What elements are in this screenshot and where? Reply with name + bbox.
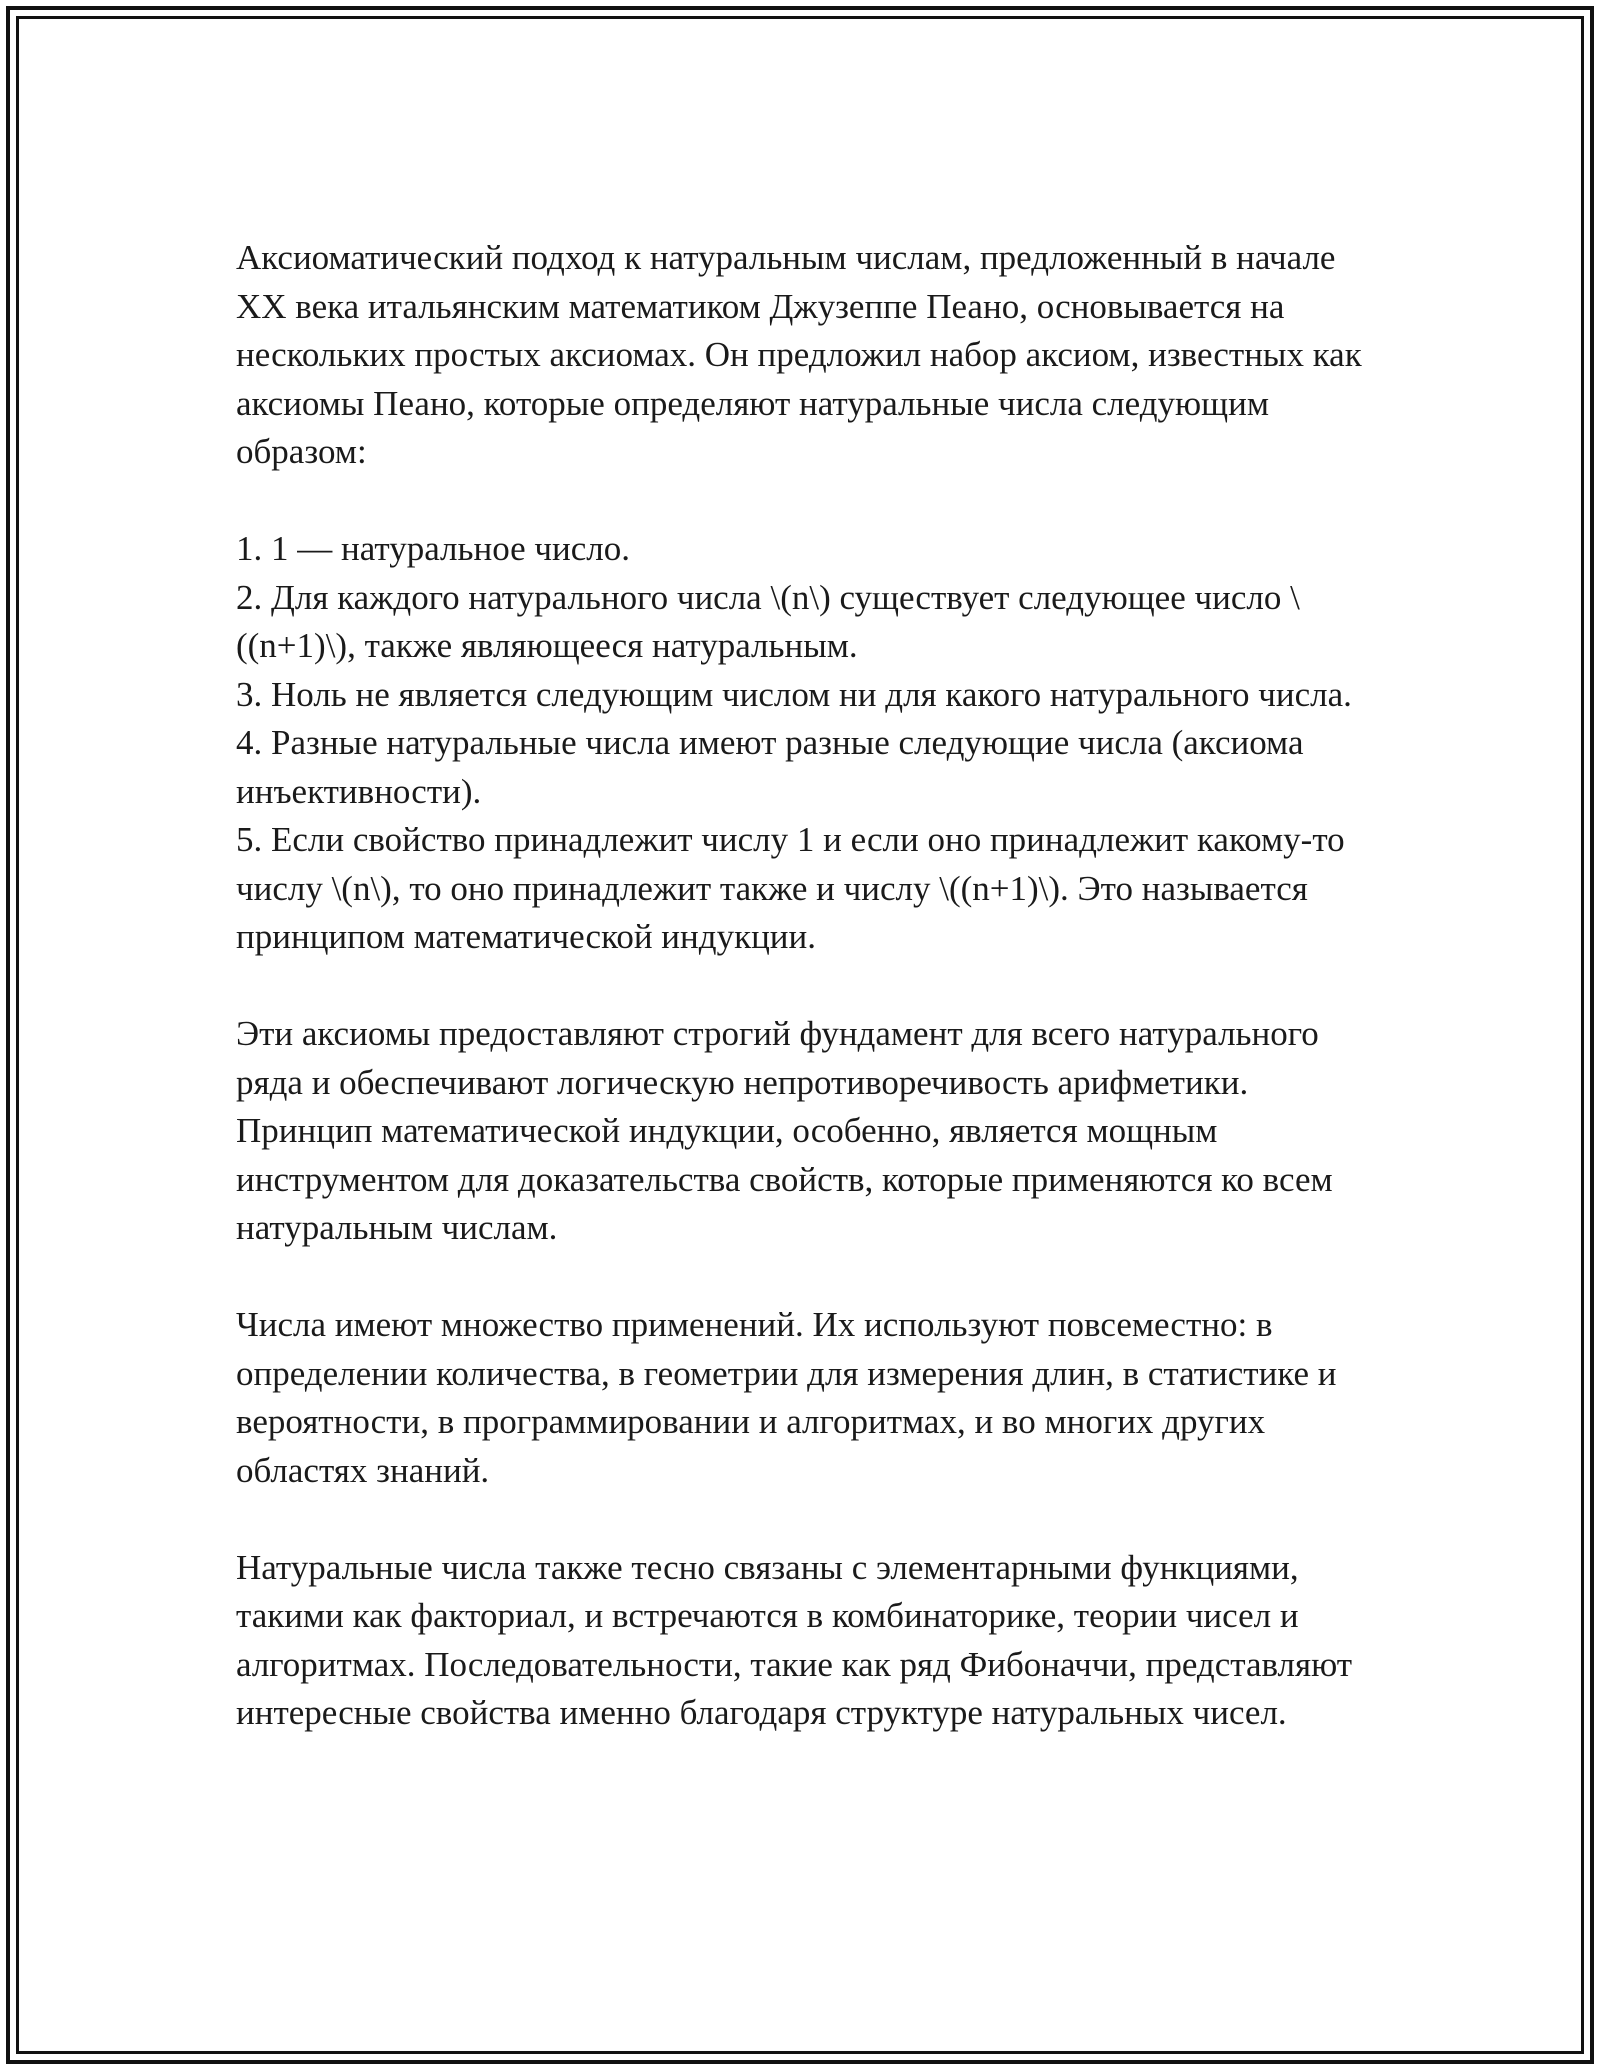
axiom-item-2: 2. Для каждого натурального числа \(n\) существует следующее число \((n+1)\), также являющееся натуральным. — [236, 577, 1300, 665]
paragraph-functions: Натуральные числа также тесно связаны с элементарными функциями, такими как факториал, и встречаются в комбинаторике, теории чисел и алгоритмах. Последовательности, такие как ряд Фибоначчи, представляют интересные свойства именно благодаря структуре натуральных чисел. — [236, 1547, 1353, 1732]
document-body — [236, 234, 1376, 1786]
paragraph-applications: Числа имеют множество применений. Их используют повсеместно: в определении количества, в геометрии для измерения длин, в статистике и вероятности, в программировании и алгоритмах, и во многих других областях знаний. — [236, 1305, 1337, 1490]
axiom-item-5: 5. Если свойство принадлежит числу 1 и если оно принадлежит какому-то числу \(n\), то оно принадлежит также и числу \((n+1)\). Это называется принципом математической индукции. — [236, 820, 1345, 956]
axiom-item-1: 1. 1 — натуральное число. — [236, 529, 630, 568]
axiom-item-3: 3. Ноль не является следующим числом ни для какого натурального числа. — [236, 674, 1352, 714]
paragraph-foundation: Эти аксиомы предоставляют строгий фундамент для всего натурального ряда и обеспечивают логическую непротиворечивость арифметики. Принцип математической индукции, особенно, является мощным инструментом для доказательства свойств, которые применяются ко всем натуральным числам. — [236, 1014, 1333, 1247]
paragraph-intro: Аксиоматический подход к натуральным числам, предложенный в начале XX века итальянским математиком Джузеппе Пеано, основывается на нескольких простых аксиомах. Он предложил набор аксиом, известных как аксиомы Пеано, которые определяют натуральные числа следующим образом: — [236, 238, 1362, 471]
axiom-list — [236, 525, 1376, 962]
axiom-item-4: 4. Разные натуральные числа имеют разные следующие числа (аксиома инъективности). — [236, 723, 1304, 811]
